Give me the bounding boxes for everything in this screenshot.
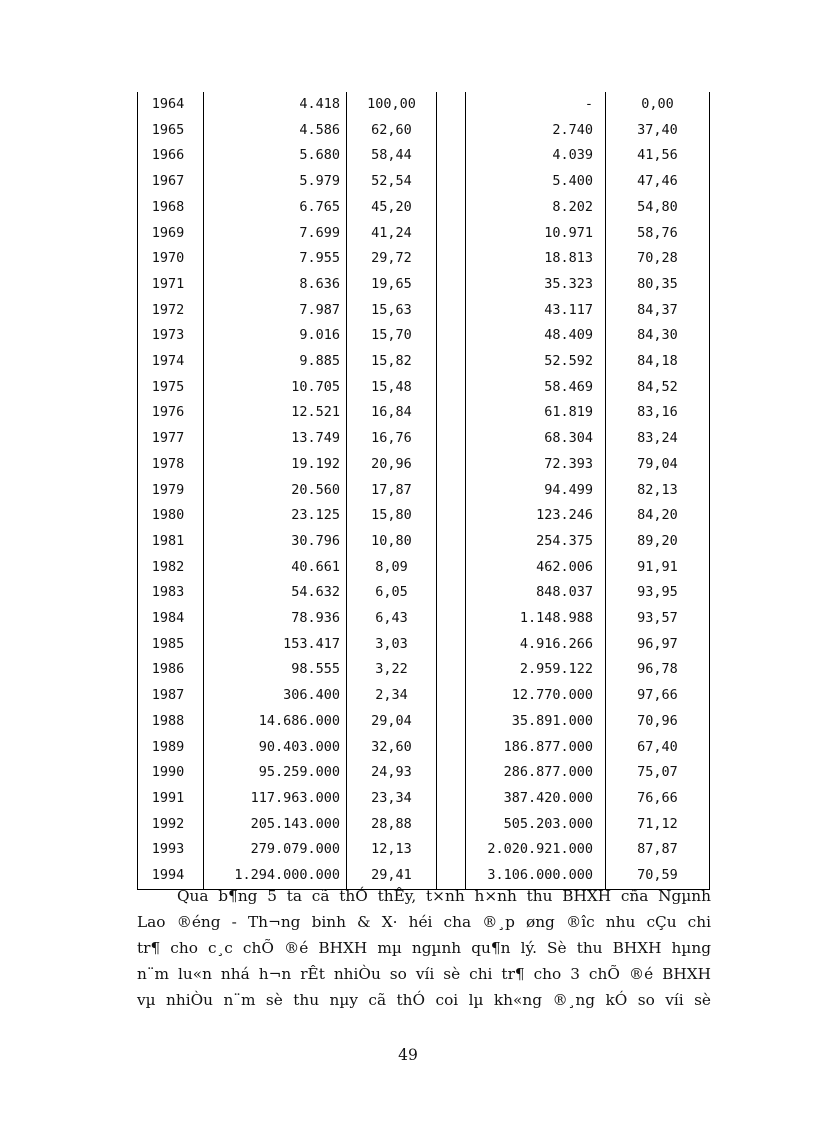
table-row — [138, 375, 710, 401]
table-cell: 9.885 — [204, 349, 347, 375]
table-cell: 1974 — [138, 349, 204, 375]
table-cell: 35.891.000 — [466, 709, 606, 735]
table-cell: 96,78 — [606, 657, 710, 683]
table-cell: 90.403.000 — [204, 735, 347, 761]
table-row — [138, 709, 710, 735]
column-gap — [437, 323, 466, 349]
table-cell: 91,91 — [606, 555, 710, 581]
table-cell: 2.020.921.000 — [466, 837, 606, 863]
table-row — [138, 298, 710, 324]
table-cell: 37,40 — [606, 118, 710, 144]
column-gap — [437, 555, 466, 581]
table-cell: 15,63 — [347, 298, 437, 324]
table-cell: 1979 — [138, 478, 204, 504]
table-cell: 96,97 — [606, 632, 710, 658]
table-cell: 58,76 — [606, 221, 710, 247]
table-cell: 306.400 — [204, 683, 347, 709]
table-cell: 84,52 — [606, 375, 710, 401]
table-row — [138, 786, 710, 812]
table-cell: 1994 — [138, 863, 204, 889]
table-cell: 1986 — [138, 657, 204, 683]
table-cell: 80,35 — [606, 272, 710, 298]
table-cell: 29,04 — [347, 709, 437, 735]
table-cell: 505.203.000 — [466, 812, 606, 838]
table-cell: - — [466, 92, 606, 118]
table-cell: 75,07 — [606, 760, 710, 786]
table-row — [138, 606, 710, 632]
table-cell: 1.148.988 — [466, 606, 606, 632]
table-cell: 87,87 — [606, 837, 710, 863]
table-cell: 1967 — [138, 169, 204, 195]
table-cell: 6,05 — [347, 580, 437, 606]
table-row — [138, 735, 710, 761]
table-cell: 52,54 — [347, 169, 437, 195]
table-cell: 387.420.000 — [466, 786, 606, 812]
table-cell: 1964 — [138, 92, 204, 118]
table-cell: 58,44 — [347, 143, 437, 169]
table-cell: 70,96 — [606, 709, 710, 735]
table-cell: 1980 — [138, 503, 204, 529]
table-cell: 16,84 — [347, 400, 437, 426]
table-cell: 98.555 — [204, 657, 347, 683]
column-gap — [437, 683, 466, 709]
table-cell: 1976 — [138, 400, 204, 426]
table-row — [138, 92, 710, 118]
table-cell: 5.680 — [204, 143, 347, 169]
body-paragraph — [137, 883, 711, 1013]
table-cell: 83,24 — [606, 426, 710, 452]
table-cell: 16,76 — [347, 426, 437, 452]
table-cell: 19,65 — [347, 272, 437, 298]
table-cell: 79,04 — [606, 452, 710, 478]
table-cell: 0,00 — [606, 92, 710, 118]
table-cell: 1966 — [138, 143, 204, 169]
column-gap — [437, 837, 466, 863]
table-cell: 84,37 — [606, 298, 710, 324]
table-row — [138, 632, 710, 658]
column-gap — [437, 375, 466, 401]
table-cell: 28,88 — [347, 812, 437, 838]
table-cell: 4.418 — [204, 92, 347, 118]
table-cell: 23.125 — [204, 503, 347, 529]
table-cell: 20.560 — [204, 478, 347, 504]
paragraph-line: vµ nhiÒu n¨m sè thu nµy cã thÓ coi lµ kh«ng ®¸ng kÓ so víi sè — [137, 991, 711, 1010]
table-cell: 1965 — [138, 118, 204, 144]
column-gap — [437, 452, 466, 478]
table-cell: 68.304 — [466, 426, 606, 452]
table-cell: 3,22 — [347, 657, 437, 683]
table-cell: 1978 — [138, 452, 204, 478]
column-gap — [437, 580, 466, 606]
column-gap — [437, 143, 466, 169]
table-cell: 41,56 — [606, 143, 710, 169]
column-gap — [437, 709, 466, 735]
table-row — [138, 657, 710, 683]
column-gap — [437, 246, 466, 272]
table-cell: 12.770.000 — [466, 683, 606, 709]
table-cell: 8,09 — [347, 555, 437, 581]
column-gap — [437, 221, 466, 247]
table-cell: 2.740 — [466, 118, 606, 144]
table-cell: 32,60 — [347, 735, 437, 761]
table-cell: 95.259.000 — [204, 760, 347, 786]
column-gap — [437, 632, 466, 658]
column-gap — [437, 478, 466, 504]
column-gap — [437, 272, 466, 298]
table-cell: 15,70 — [347, 323, 437, 349]
table-cell: 1982 — [138, 555, 204, 581]
table-cell: 84,20 — [606, 503, 710, 529]
table-cell: 15,80 — [347, 503, 437, 529]
column-gap — [437, 812, 466, 838]
table-cell: 29,41 — [347, 863, 437, 889]
column-gap — [437, 400, 466, 426]
table-cell: 6,43 — [347, 606, 437, 632]
table-cell: 462.006 — [466, 555, 606, 581]
table-cell: 279.079.000 — [204, 837, 347, 863]
table-cell: 19.192 — [204, 452, 347, 478]
table-cell: 41,24 — [347, 221, 437, 247]
table-cell: 45,20 — [347, 195, 437, 221]
column-gap — [437, 735, 466, 761]
table-cell: 93,57 — [606, 606, 710, 632]
table-cell: 20,96 — [347, 452, 437, 478]
table-cell: 1985 — [138, 632, 204, 658]
table-cell: 29,72 — [347, 246, 437, 272]
table-cell: 89,20 — [606, 529, 710, 555]
column-gap — [437, 349, 466, 375]
table-cell: 52.592 — [466, 349, 606, 375]
table-cell: 1988 — [138, 709, 204, 735]
table-cell: 54,80 — [606, 195, 710, 221]
table-cell: 47,46 — [606, 169, 710, 195]
table-cell: 1970 — [138, 246, 204, 272]
table-cell: 1981 — [138, 529, 204, 555]
column-gap — [437, 92, 466, 118]
column-gap — [437, 426, 466, 452]
table-row — [138, 812, 710, 838]
paragraph-line: tr¶ cho c¸c chÕ ®é BHXH mµ ngµnh qu¶n lý. Sè thu BHXH hµng — [137, 939, 711, 958]
table-cell: 7.987 — [204, 298, 347, 324]
table-cell: 7.955 — [204, 246, 347, 272]
table-cell: 1983 — [138, 580, 204, 606]
table-row — [138, 400, 710, 426]
paragraph-line: n¨m lu«n nhá h¬n rÊt nhiÒu so víi sè chi tr¶ cho 3 chÕ ®é BHXH — [137, 965, 711, 984]
table-cell: 67,40 — [606, 735, 710, 761]
table-row — [138, 246, 710, 272]
table-cell: 70,28 — [606, 246, 710, 272]
column-gap — [437, 760, 466, 786]
paragraph-line: Qua b¶ng 5 ta cã thÓ thÊy, t×nh h×nh thu BHXH cña Ngµnh — [177, 887, 711, 905]
page-number: 49 — [398, 1046, 418, 1064]
table-cell: 1968 — [138, 195, 204, 221]
table-row — [138, 503, 710, 529]
table-cell: 3.106.000.000 — [466, 863, 606, 889]
table-cell: 71,12 — [606, 812, 710, 838]
table-cell: 1987 — [138, 683, 204, 709]
table-cell: 15,48 — [347, 375, 437, 401]
table-row — [138, 349, 710, 375]
column-gap — [437, 503, 466, 529]
table-row — [138, 529, 710, 555]
table-cell: 254.375 — [466, 529, 606, 555]
table-cell: 78.936 — [204, 606, 347, 632]
table-row — [138, 195, 710, 221]
table-row — [138, 272, 710, 298]
table-cell: 23,34 — [347, 786, 437, 812]
table-cell: 10,80 — [347, 529, 437, 555]
table-cell: 83,16 — [606, 400, 710, 426]
table-cell: 72.393 — [466, 452, 606, 478]
table-cell: 12.521 — [204, 400, 347, 426]
table-row — [138, 118, 710, 144]
table-cell: 76,66 — [606, 786, 710, 812]
table-cell: 84,30 — [606, 323, 710, 349]
table-cell: 848.037 — [466, 580, 606, 606]
table-cell: 17,87 — [347, 478, 437, 504]
table-cell: 153.417 — [204, 632, 347, 658]
table-cell: 5.400 — [466, 169, 606, 195]
table-row — [138, 426, 710, 452]
data-table — [137, 92, 710, 890]
table-cell: 8.636 — [204, 272, 347, 298]
table-row — [138, 580, 710, 606]
table-cell: 61.819 — [466, 400, 606, 426]
table-cell: 94.499 — [466, 478, 606, 504]
table-cell: 123.246 — [466, 503, 606, 529]
table-row — [138, 323, 710, 349]
table-cell: 1971 — [138, 272, 204, 298]
table-cell: 35.323 — [466, 272, 606, 298]
table-row — [138, 478, 710, 504]
table-cell: 1969 — [138, 221, 204, 247]
table-row — [138, 837, 710, 863]
table-cell: 70,59 — [606, 863, 710, 889]
table-cell: 4.916.266 — [466, 632, 606, 658]
table-cell: 9.016 — [204, 323, 347, 349]
table-cell: 1992 — [138, 812, 204, 838]
table-cell: 6.765 — [204, 195, 347, 221]
table-row — [138, 555, 710, 581]
table-cell: 82,13 — [606, 478, 710, 504]
table-cell: 186.877.000 — [466, 735, 606, 761]
table-cell: 97,66 — [606, 683, 710, 709]
column-gap — [437, 195, 466, 221]
table-cell: 43.117 — [466, 298, 606, 324]
table-cell: 3,03 — [347, 632, 437, 658]
table-cell: 15,82 — [347, 349, 437, 375]
table-cell: 12,13 — [347, 837, 437, 863]
table-cell: 286.877.000 — [466, 760, 606, 786]
table-cell: 4.039 — [466, 143, 606, 169]
table-cell: 7.699 — [204, 221, 347, 247]
table-cell: 1975 — [138, 375, 204, 401]
table-cell: 1984 — [138, 606, 204, 632]
table-cell: 5.979 — [204, 169, 347, 195]
table-cell: 100,00 — [347, 92, 437, 118]
table-cell: 8.202 — [466, 195, 606, 221]
table-cell: 48.409 — [466, 323, 606, 349]
table-cell: 24,93 — [347, 760, 437, 786]
table-cell: 205.143.000 — [204, 812, 347, 838]
table-cell: 10.971 — [466, 221, 606, 247]
table-cell: 14.686.000 — [204, 709, 347, 735]
column-gap — [437, 298, 466, 324]
table-cell: 84,18 — [606, 349, 710, 375]
table-cell: 1993 — [138, 837, 204, 863]
column-gap — [437, 606, 466, 632]
table-cell: 13.749 — [204, 426, 347, 452]
table-cell: 10.705 — [204, 375, 347, 401]
table-cell: 1.294.000.000 — [204, 863, 347, 889]
table-cell: 18.813 — [466, 246, 606, 272]
table-cell: 93,95 — [606, 580, 710, 606]
table-cell: 1973 — [138, 323, 204, 349]
table-cell: 1991 — [138, 786, 204, 812]
table-row — [138, 143, 710, 169]
table-row — [138, 760, 710, 786]
column-gap — [437, 169, 466, 195]
table-cell: 30.796 — [204, 529, 347, 555]
table-cell: 62,60 — [347, 118, 437, 144]
table-cell: 40.661 — [204, 555, 347, 581]
table-row — [138, 169, 710, 195]
table-cell: 1972 — [138, 298, 204, 324]
table-cell: 4.586 — [204, 118, 347, 144]
column-gap — [437, 657, 466, 683]
table-cell: 2,34 — [347, 683, 437, 709]
table-cell: 54.632 — [204, 580, 347, 606]
column-gap — [437, 786, 466, 812]
table-body — [138, 92, 710, 889]
column-gap — [437, 529, 466, 555]
paragraph-line: Lao ®éng - Th¬ng binh & X· héi cha ®¸p øng ®îc nhu cÇu chi — [137, 913, 711, 932]
table-row — [138, 683, 710, 709]
table-row — [138, 221, 710, 247]
table-cell: 58.469 — [466, 375, 606, 401]
table-cell: 1989 — [138, 735, 204, 761]
table-cell: 117.963.000 — [204, 786, 347, 812]
column-gap — [437, 118, 466, 144]
table-cell: 1977 — [138, 426, 204, 452]
table-row — [138, 452, 710, 478]
table-cell: 2.959.122 — [466, 657, 606, 683]
table-cell: 1990 — [138, 760, 204, 786]
